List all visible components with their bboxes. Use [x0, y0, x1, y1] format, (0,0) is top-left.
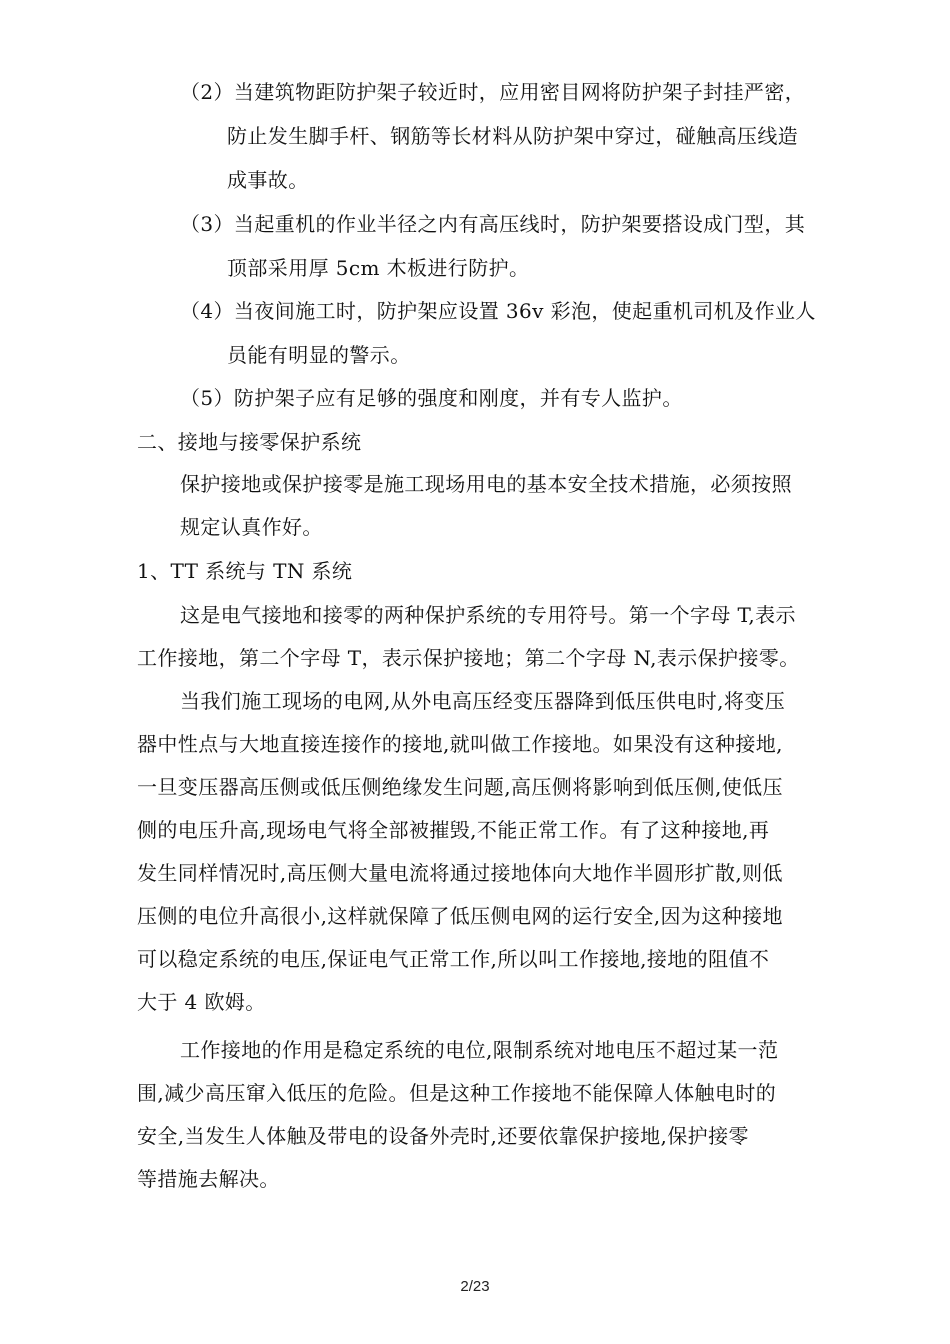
text-line: 成事故。 — [227, 168, 309, 192]
text-line: （3）当起重机的作业半径之内有高压线时，防护架要搭设成门型，其 — [180, 212, 806, 236]
text-line: 安全,当发生人体触及带电的设备外壳时,还要依靠保护接地,保护接零 — [137, 1124, 749, 1148]
text-line: 保护接地或保护接零是施工现场用电的基本安全技术措施，必须按照 — [180, 472, 792, 496]
text-line: 压侧的电位升高很小,这样就保障了低压侧电网的运行安全,因为这种接地 — [137, 904, 783, 928]
text-line: 等措施去解决。 — [137, 1167, 280, 1191]
text-line: 器中性点与大地直接连接作的接地,就叫做工作接地。如果没有这种接地, — [137, 732, 783, 756]
text-line: （5）防护架子应有足够的强度和刚度，并有专人监护。 — [180, 386, 683, 410]
text-line: 工作接地，第二个字母 T，表示保护接地；第二个字母 N,表示保护接零。 — [137, 646, 800, 670]
text-line: 员能有明显的警示。 — [227, 343, 411, 367]
text-line: 侧的电压升高,现场电气将全部被摧毁,不能正常工作。有了这种接地,再 — [137, 818, 770, 842]
text-line: 工作接地的作用是稳定系统的电位,限制系统对地电压不超过某一范 — [180, 1038, 779, 1062]
text-line: 防止发生脚手杆、钢筋等长材料从防护架中穿过，碰触高压线造 — [227, 124, 799, 148]
text-line: 顶部采用厚 5cm 木板进行防护。 — [227, 256, 530, 280]
text-line: （4）当夜间施工时，防护架应设置 36v 彩泡，使起重机司机及作业人 — [180, 299, 816, 323]
subsection-heading: 1、TT 系统与 TN 系统 — [137, 559, 353, 583]
text-line: 一旦变压器高压侧或低压侧绝缘发生问题,高压侧将影响到低压侧,使低压 — [137, 775, 783, 799]
text-line: 当我们施工现场的电网,从外电高压经变压器降到低压供电时,将变压 — [180, 689, 786, 713]
text-line: 这是电气接地和接零的两种保护系统的专用符号。第一个字母 T,表示 — [180, 603, 796, 627]
page-number: 2/23 — [460, 1278, 490, 1295]
text-line: 大于 4 欧姆。 — [137, 990, 266, 1014]
text-line: 发生同样情况时,高压侧大量电流将通过接地体向大地作半圆形扩散,则低 — [137, 861, 783, 885]
text-line: （2）当建筑物距防护架子较近时，应用密目网将防护架子封挂严密， — [180, 80, 806, 104]
text-line: 围,减少高压窜入低压的危险。但是这种工作接地不能保障人体触电时的 — [137, 1081, 777, 1105]
text-line: 可以稳定系统的电压,保证电气正常工作,所以叫工作接地,接地的阻值不 — [137, 947, 770, 971]
text-line: 规定认真作好。 — [180, 515, 323, 539]
section-heading: 二、接地与接零保护系统 — [137, 430, 362, 454]
